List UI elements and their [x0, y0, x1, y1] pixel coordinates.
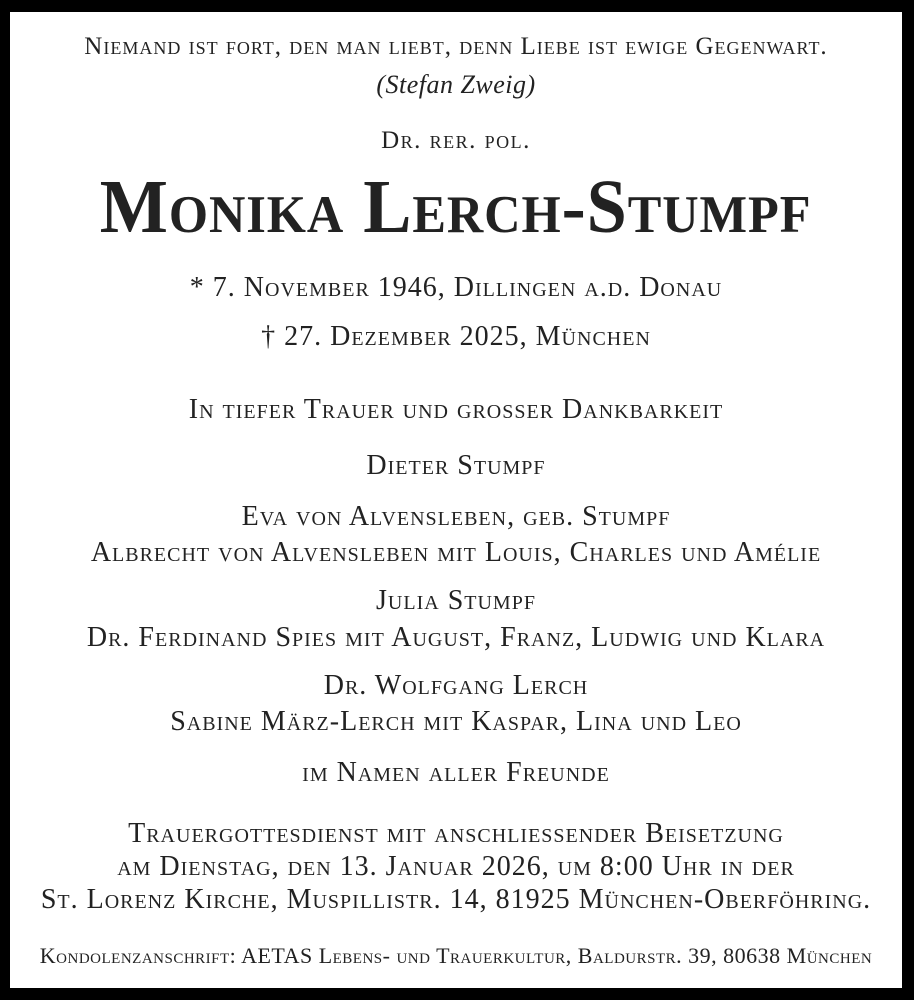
closing-line: im Namen aller Freunde	[302, 757, 610, 788]
mourner-line: Dieter Stumpf	[366, 450, 546, 481]
condolence-address-line: Kondolenzanschrift: AETAS Lebens- und Trauerkultur, Baldurstr. 39, 80638 München	[39, 943, 873, 968]
obituary-card	[10, 12, 902, 988]
mourner-line: Albrecht von Alvensleben mit Louis, Charles und Amélie	[90, 537, 822, 568]
deceased-name-text: Monika Lerch-Stumpf	[100, 165, 812, 249]
service-info-line: Trauergottesdienst mit anschliessender Beisetzung	[128, 818, 784, 849]
quote-attribution: (Stefan Zweig)	[376, 70, 536, 99]
mourner-line: Dr. Wolfgang Lerch	[323, 670, 589, 701]
service-info-line: St. Lorenz Kirche, Muspillistr. 14, 81925 München-Oberföhring.	[40, 884, 872, 915]
birth-line: * 7. November 1946, Dillingen a.d. Donau	[189, 272, 723, 303]
mourner-line: Sabine März-Lerch mit Kaspar, Lina und Leo	[170, 706, 742, 737]
mourner-line: Dr. Ferdinand Spies mit August, Franz, Ludwig und Klara	[86, 622, 826, 653]
mourning-intro: In tiefer Trauer und grosser Dankbarkeit	[188, 394, 724, 425]
service-info-line: am Dienstag, den 13. Januar 2026, um 8:00 Uhr in der	[117, 851, 795, 882]
mourner-line: Eva von Alvensleben, geb. Stumpf	[241, 501, 671, 532]
memorial-quote: Niemand ist fort, den man liebt, denn Liebe ist ewige Gegenwart.	[84, 33, 828, 60]
mourner-line: Julia Stumpf	[376, 585, 536, 616]
deceased-name	[10, 165, 902, 249]
death-line: † 27. Dezember 2025, München	[261, 321, 651, 352]
academic-title: Dr. rer. pol.	[381, 127, 531, 154]
